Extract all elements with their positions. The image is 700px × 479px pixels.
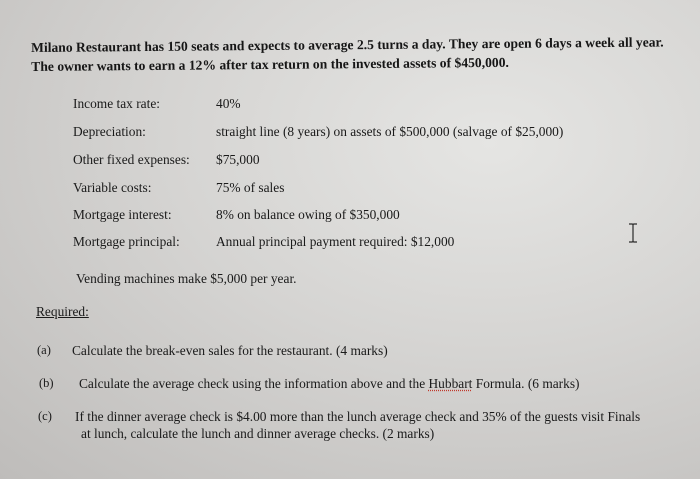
question-letter: (a) <box>37 343 51 357</box>
fact-value: $75,000 <box>216 152 260 167</box>
fact-value: 8% on balance owing of $350,000 <box>216 207 400 222</box>
fact-label: Depreciation: <box>73 124 146 139</box>
intro-line-2: The owner wants to earn a 12% after tax return on the invested assets of $450,000. <box>31 54 509 74</box>
question-text-part: Formula. (6 marks) <box>472 376 580 391</box>
question-text <box>79 376 580 392</box>
hubbart-word: Hubbart <box>428 376 473 391</box>
question-letter: (c) <box>38 409 52 423</box>
fact-value: straight line (8 years) on assets of $500,000 (salvage of $25,000) <box>216 124 564 139</box>
text-cursor-icon <box>626 223 640 243</box>
problem-intro <box>31 32 681 76</box>
fact-label: Variable costs: <box>73 180 152 195</box>
fact-label: Income tax rate: <box>73 96 160 111</box>
fact-value: Annual principal payment required: $12,000 <box>216 234 455 249</box>
fact-label: Mortgage principal: <box>73 234 180 249</box>
fact-value: 75% of sales <box>216 180 285 195</box>
question-text: Calculate the break-even sales for the restaurant. (4 marks) <box>72 343 388 358</box>
fact-value: 40% <box>216 96 241 111</box>
required-heading: Required: <box>36 304 89 319</box>
question-letter: (b) <box>39 376 54 390</box>
intro-line-1: Milano Restaurant has 150 seats and expects to average 2.5 turns a day. They are open 6 days a week all year. <box>31 34 664 55</box>
fact-label: Mortgage interest: <box>73 207 172 222</box>
question-text-line-2: at lunch, calculate the lunch and dinner average checks. (2 marks) <box>81 426 435 441</box>
vending-note: Vending machines make $5,000 per year. <box>76 271 297 286</box>
question-text-part: Calculate the average check using the information above and the <box>79 376 429 391</box>
fact-label: Other fixed expenses: <box>73 152 190 167</box>
question-text-line-1: If the dinner average check is $4.00 more than the lunch average check and 35% of the guests visit Finals <box>75 409 641 424</box>
